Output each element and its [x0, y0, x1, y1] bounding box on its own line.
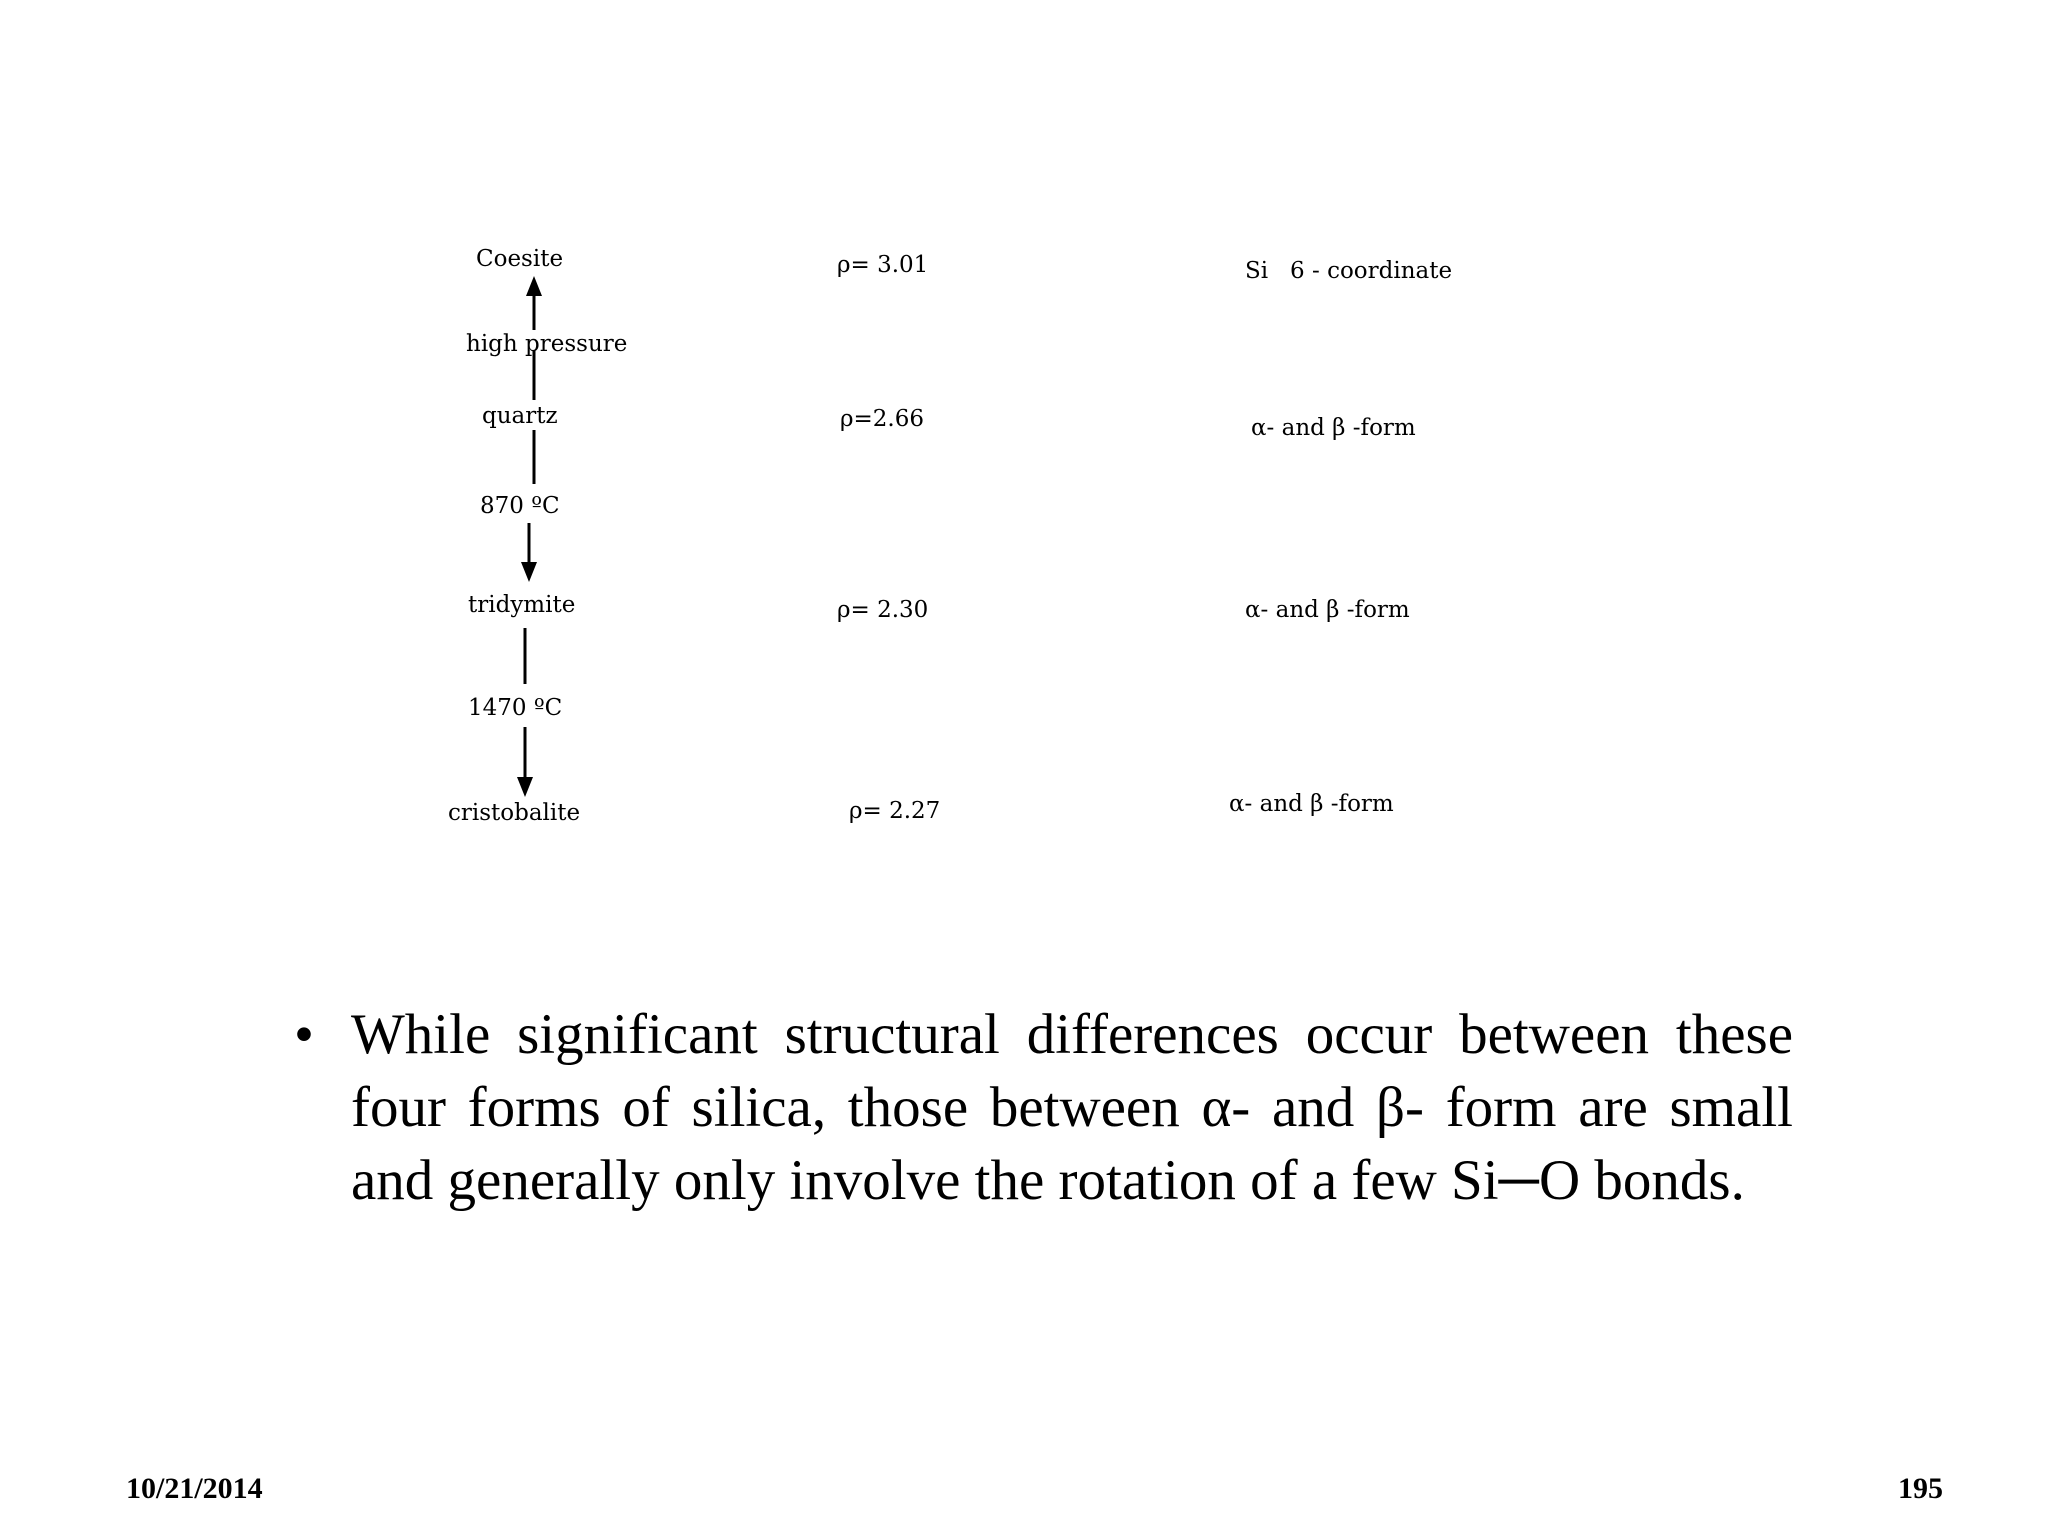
- footer-page-number: 195: [1898, 1472, 1943, 1505]
- arrowhead-down-icon: [521, 562, 537, 582]
- condition-870: 870 ºC: [480, 493, 560, 519]
- density-tridymite: ρ= 2.30: [837, 597, 929, 623]
- arrowhead-down-icon: [517, 777, 533, 797]
- phase-quartz: quartz: [482, 403, 558, 429]
- note-cristobalite: α- and β -form: [1229, 791, 1394, 817]
- note-coesite: Si 6 - coordinate: [1245, 258, 1453, 284]
- note-tridymite: α- and β -form: [1245, 597, 1410, 623]
- density-coesite: ρ= 3.01: [837, 252, 929, 278]
- bullet-text: While significant structural differences occur between these four forms of silica, those between α- and β- form are small and generally only involve the rotation of a few Si─O bonds.: [351, 1003, 1793, 1212]
- density-quartz: ρ=2.66: [840, 406, 925, 432]
- condition-1470: 1470 ºC: [468, 695, 563, 721]
- phase-cristobalite: cristobalite: [448, 800, 581, 826]
- phase-tridymite: tridymite: [468, 592, 576, 618]
- footer-date: 10/21/2014: [126, 1472, 263, 1505]
- density-cristobalite: ρ= 2.27: [849, 798, 941, 824]
- note-quartz: α- and β -form: [1251, 415, 1416, 441]
- bullet-icon: •: [294, 1003, 314, 1066]
- phase-coesite: Coesite: [476, 246, 564, 272]
- arrowhead-up-icon: [526, 276, 542, 296]
- condition-high-pressure: high pressure: [466, 331, 628, 357]
